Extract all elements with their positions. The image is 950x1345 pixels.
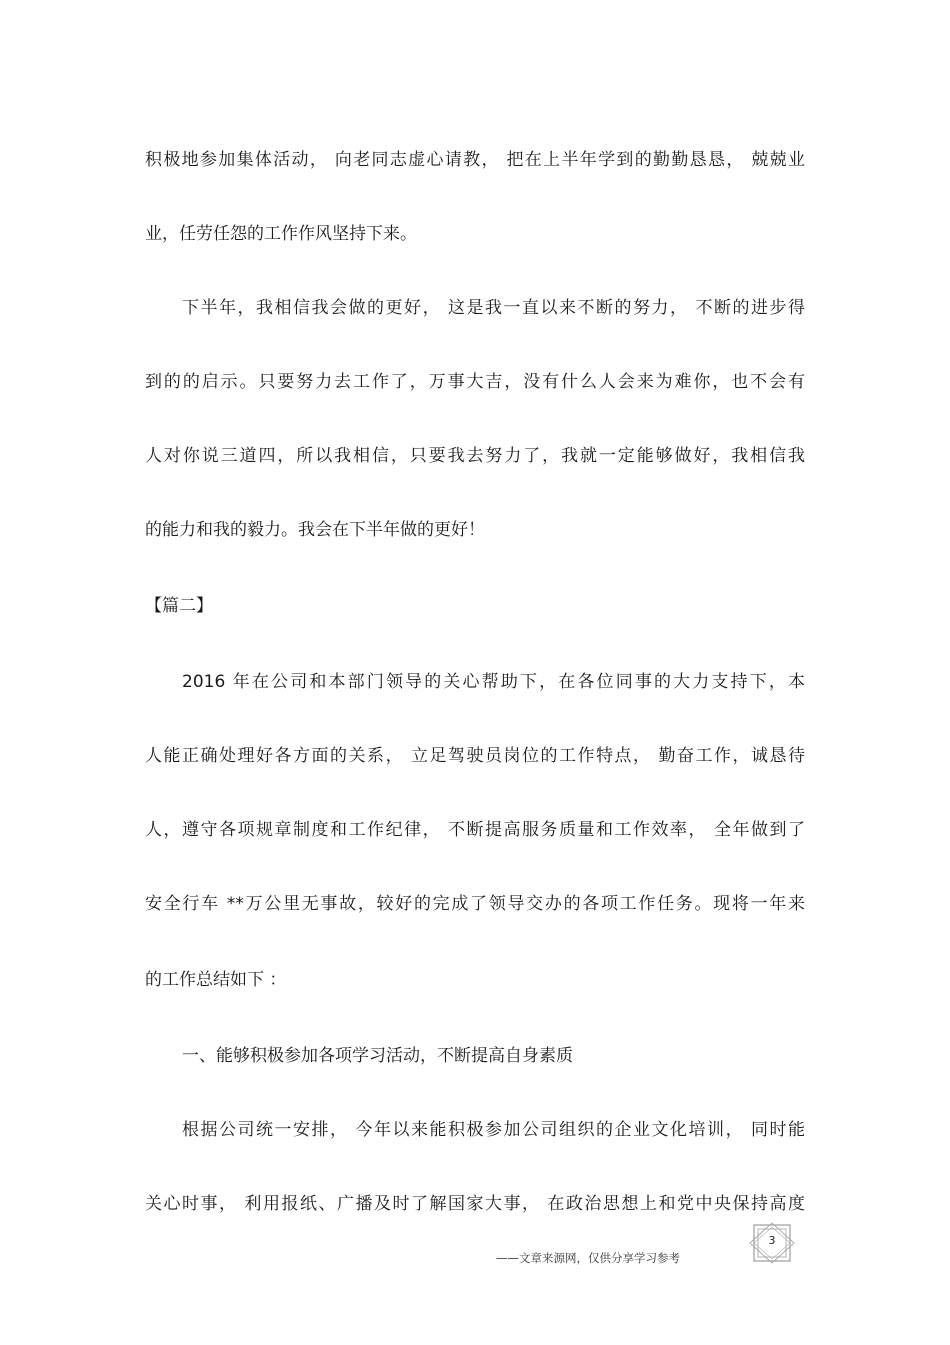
paragraph-line: 人对你说三道四，所以我相信，只要我去努力了，我就一定能够做好，我相信我 bbox=[145, 446, 805, 466]
section-heading: 【篇二】 bbox=[145, 596, 213, 616]
paragraph-line: 关心时事， 利用报纸、广播及时了解国家大事， 在政治思想上和党中央保持高度 bbox=[145, 1194, 805, 1214]
paragraph-line: 下半年，我相信我会做的更好， 这是我一直以来不断的努力， 不断的进步得 bbox=[182, 298, 805, 318]
paragraph-line: 积极地参加集体活动， 向老同志虚心请教， 把在上半年学到的勤勤恳恳， 兢兢业 bbox=[145, 150, 805, 170]
paragraph-line: 根据公司统一安排， 今年以来能积极参加公司组织的企业文化培训， 同时能 bbox=[182, 1120, 805, 1140]
paragraph-line: 到的的启示。只要努力去工作了，万事大吉，没有什么人会来为难你，也不会有 bbox=[145, 372, 805, 392]
footer-source-note: ——文章来源网，仅供分享学习参考 bbox=[496, 1251, 680, 1265]
paragraph-line: 人，遵守各项规章制度和工作纪律， 不断提高服务质量和工作效率， 全年做到了 bbox=[145, 820, 805, 840]
page-number: 3 bbox=[768, 1234, 776, 1247]
paragraph-line: 人能正确处理好各方面的关系， 立足驾驶员岗位的工作特点， 勤奋工作，诚恳待 bbox=[145, 746, 805, 766]
paragraph-line: 2016 年在公司和本部门领导的关心帮助下，在各位同事的大力支持下，本 bbox=[182, 672, 805, 692]
paragraph-line: 的工作总结如下 ： bbox=[145, 970, 287, 990]
page-number-badge bbox=[748, 1222, 796, 1264]
paragraph-line: 安全行车 **万公里无事故，较好的完成了领导交办的各项工作任务。现将一年来 bbox=[145, 894, 805, 914]
paragraph-line: 的能力和我的毅力。我会在下半年做的更好！ bbox=[145, 520, 485, 540]
subsection-heading: 一、能够积极参加各项学习活动，不断提高自身素质 bbox=[182, 1046, 573, 1066]
paragraph-line: 业，任劳任怨的工作作风坚持下来。 bbox=[145, 224, 417, 244]
